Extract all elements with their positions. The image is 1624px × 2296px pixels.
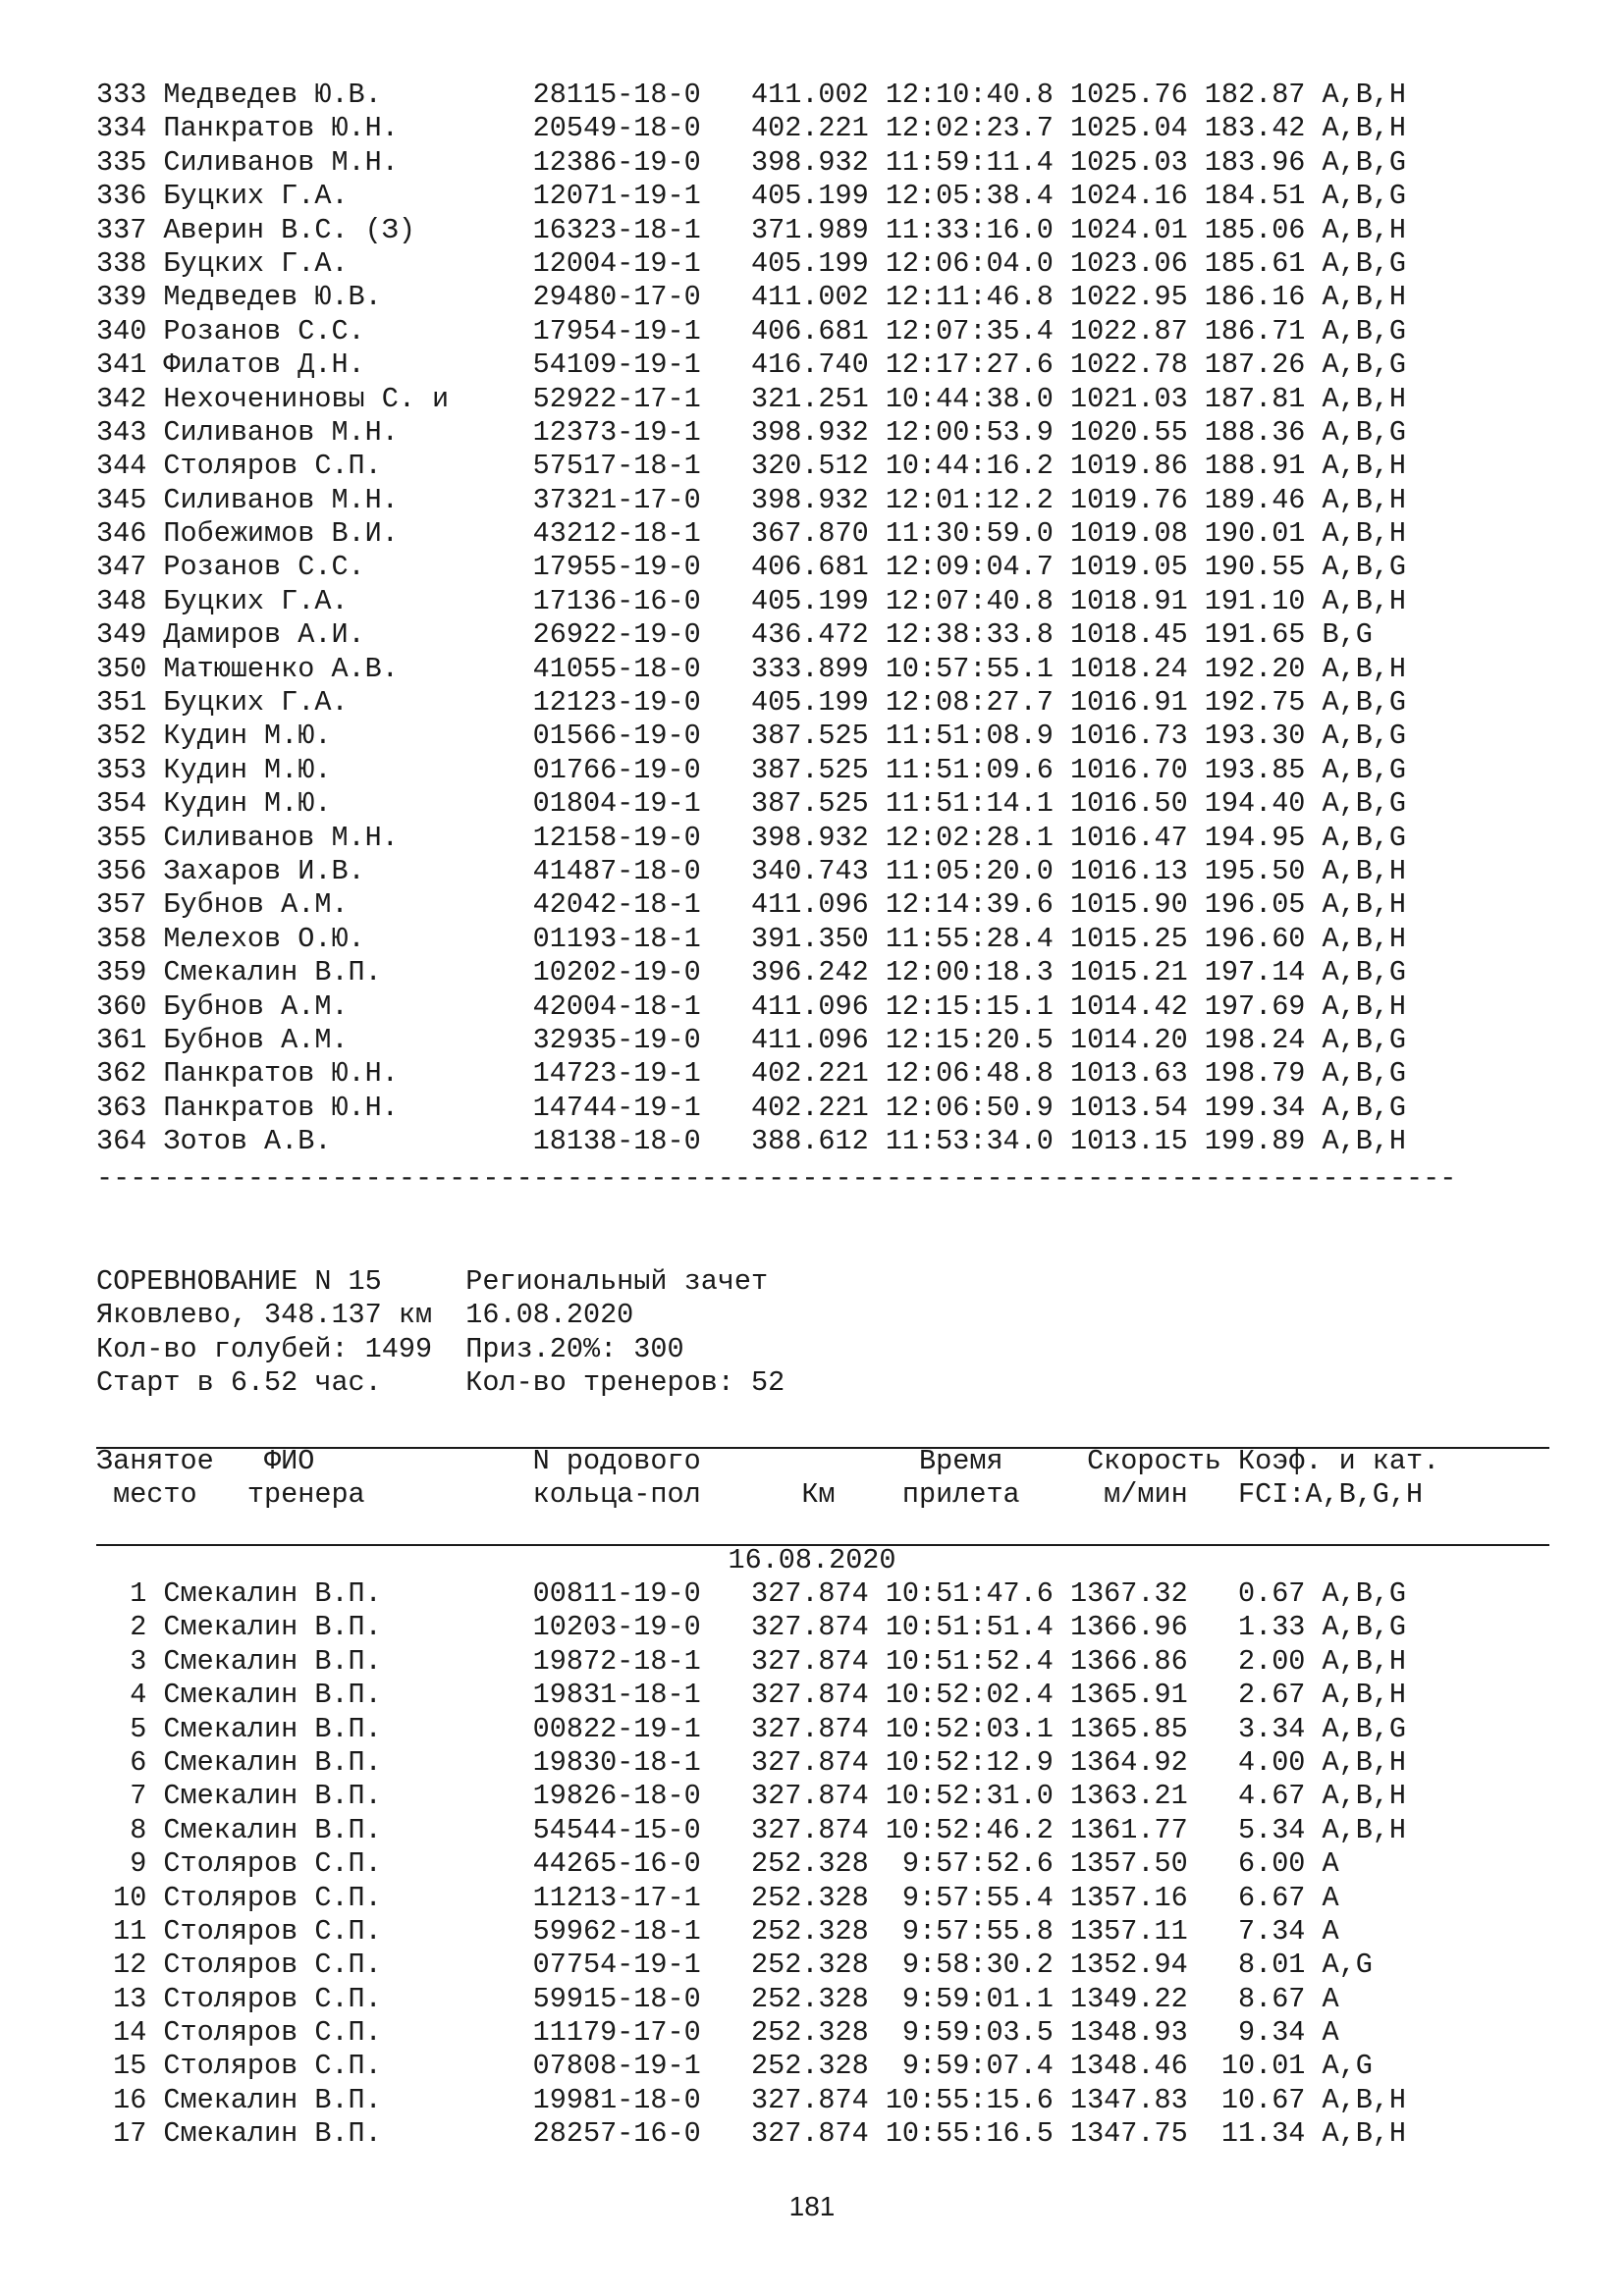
table-row: 13 Столяров С.П. 59915-18-0 252.328 9:59:01.1 1349.22 8.67 A bbox=[96, 1982, 1339, 2015]
table-row: 346 Побежимов В.И. 43212-18-1 367.870 11:30:59.0 1019.08 190.01 A,B,H bbox=[96, 517, 1407, 551]
competition-start-line: Старт в 6.52 час. Кол-во тренеров: 52 bbox=[96, 1366, 785, 1400]
table-row: 336 Буцких Г.А. 12071-19-1 405.199 12:05:38.4 1024.16 184.51 A,B,G bbox=[96, 180, 1407, 213]
table-row: 360 Бубнов А.М. 42004-18-1 411.096 12:15:15.1 1014.42 197.69 A,B,H bbox=[96, 989, 1407, 1023]
table-row: 7 Смекалин В.П. 19826-18-0 327.874 10:52:31.0 1363.21 4.67 A,B,H bbox=[96, 1780, 1407, 1813]
table-row: 17 Смекалин В.П. 28257-16-0 327.874 10:55:16.5 1347.75 11.34 A,B,H bbox=[96, 2117, 1407, 2151]
competition-location-line: Яковлево, 348.137 км 16.08.2020 bbox=[96, 1299, 634, 1332]
table-row: 14 Столяров С.П. 11179-17-0 252.328 9:59:03.5 1348.93 9.34 A bbox=[96, 2016, 1339, 2050]
table-row: 354 Кудин М.Ю. 01804-19-1 387.525 11:51:14.1 1016.50 194.40 A,B,G bbox=[96, 787, 1407, 821]
competition-title-line: СОРЕВНОВАНИЕ N 15 Региональный зачет bbox=[96, 1265, 769, 1298]
table-row: 6 Смекалин В.П. 19830-18-1 327.874 10:52:12.9 1364.92 4.00 A,B,H bbox=[96, 1745, 1407, 1779]
table-row: 10 Столяров С.П. 11213-17-1 252.328 9:57:55.4 1357.16 6.67 A bbox=[96, 1881, 1339, 1914]
table-row: 358 Мелехов О.Ю. 01193-18-1 391.350 11:55:28.4 1015.25 196.60 A,B,H bbox=[96, 922, 1407, 955]
table-row: 343 Силиванов М.Н. 12373-19-1 398.932 12:00:53.9 1020.55 188.36 A,B,G bbox=[96, 415, 1407, 449]
table-row: 15 Столяров С.П. 07808-19-1 252.328 9:59:07.4 1348.46 10.01 A,G bbox=[96, 2050, 1373, 2083]
table-row: 338 Буцких Г.А. 12004-19-1 405.199 12:06:04.0 1023.06 185.61 A,B,G bbox=[96, 246, 1407, 280]
table-row: 335 Силиванов М.Н. 12386-19-0 398.932 11:59:11.4 1025.03 183.96 A,B,G bbox=[96, 145, 1407, 179]
table-row: 16 Смекалин В.П. 19981-18-0 327.874 10:55:15.6 1347.83 10.67 A,B,H bbox=[96, 2083, 1407, 2116]
table-row: 9 Столяров С.П. 44265-16-0 252.328 9:57:52.6 1357.50 6.00 A bbox=[96, 1847, 1339, 1881]
table-row: 337 Аверин В.С. (З) 16323-18-1 371.989 11:33:16.0 1024.01 185.06 A,B,H bbox=[96, 213, 1407, 246]
table-row: 341 Филатов Д.Н. 54109-19-1 416.740 12:17:27.6 1022.78 187.26 A,B,G bbox=[96, 348, 1407, 382]
previous-results-table bbox=[96, 79, 1406, 1159]
table-row: 361 Бубнов А.М. 32935-19-0 411.096 12:15:20.5 1014.20 198.24 A,B,G bbox=[96, 1023, 1407, 1056]
table-row: 355 Силиванов М.Н. 12158-19-0 398.932 12:02:28.1 1016.47 194.95 A,B,G bbox=[96, 821, 1407, 854]
page-number: 181 bbox=[788, 2191, 836, 2221]
table-row: 349 Дамиров А.И. 26922-19-0 436.472 12:38:33.8 1018.45 191.65 B,G bbox=[96, 618, 1373, 652]
results-table bbox=[96, 1577, 1406, 2152]
table-row: 11 Столяров С.П. 59962-18-1 252.328 9:57:55.8 1357.11 7.34 A bbox=[96, 1914, 1339, 1948]
table-row: 342 Нехочениновы С. и 52922-17-1 321.251 10:44:38.0 1021.03 187.81 A,B,H bbox=[96, 382, 1407, 415]
table-row: 1 Смекалин В.П. 00811-19-0 327.874 10:51:47.6 1367.32 0.67 A,B,G bbox=[96, 1577, 1407, 1610]
table-row: 2 Смекалин В.П. 10203-19-0 327.874 10:51:51.4 1366.96 1.33 A,B,G bbox=[96, 1611, 1407, 1644]
table-row: 339 Медведев Ю.В. 29480-17-0 411.002 12:11:46.8 1022.95 186.16 A,B,H bbox=[96, 281, 1407, 314]
column-header-line-2: место тренера кольца-пол Км прилета м/мин FCI:A,B,G,H bbox=[96, 1478, 1424, 1512]
table-row: 5 Смекалин В.П. 00822-19-1 327.874 10:52:03.1 1365.85 3.34 A,B,G bbox=[96, 1712, 1407, 1745]
table-row: 359 Смекалин В.П. 10202-19-0 396.242 12:00:18.3 1015.21 197.14 A,B,G bbox=[96, 956, 1407, 989]
table-row: 362 Панкратов Ю.Н. 14723-19-1 402.221 12:06:48.8 1013.63 198.79 A,B,G bbox=[96, 1057, 1407, 1091]
competition-birds-line: Кол-во голубей: 1499 Приз.20%: 300 bbox=[96, 1332, 684, 1365]
table-row: 363 Панкратов Ю.Н. 14744-19-1 402.221 12:06:50.9 1013.54 199.34 A,B,G bbox=[96, 1091, 1407, 1124]
table-row: 351 Буцких Г.А. 12123-19-0 405.199 12:08:27.7 1016.91 192.75 A,B,G bbox=[96, 686, 1407, 720]
table-row: 350 Матюшенко А.В. 41055-18-0 333.899 10:57:55.1 1018.24 192.20 A,B,H bbox=[96, 652, 1407, 685]
table-row: 353 Кудин М.Ю. 01766-19-0 387.525 11:51:09.6 1016.70 193.85 A,B,G bbox=[96, 753, 1407, 786]
table-row: 345 Силиванов М.Н. 37321-17-0 398.932 12:01:12.2 1019.76 189.46 A,B,H bbox=[96, 483, 1407, 516]
table-row: 352 Кудин М.Ю. 01566-19-0 387.525 11:51:08.9 1016.73 193.30 A,B,G bbox=[96, 720, 1407, 753]
table-row: 364 Зотов А.В. 18138-18-0 388.612 11:53:34.0 1013.15 199.89 A,B,H bbox=[96, 1125, 1407, 1158]
table-row: 3 Смекалин В.П. 19872-18-1 327.874 10:51:52.4 1366.86 2.00 A,B,H bbox=[96, 1644, 1407, 1678]
table-row: 356 Захаров И.В. 41487-18-0 340.743 11:05:20.0 1016.13 195.50 A,B,H bbox=[96, 854, 1407, 887]
table-row: 347 Розанов С.С. 17955-19-0 406.681 12:09:04.7 1019.05 190.55 A,B,G bbox=[96, 551, 1407, 584]
table-row: 348 Буцких Г.А. 17136-16-0 405.199 12:07:40.8 1018.91 191.10 A,B,H bbox=[96, 584, 1407, 617]
section-end-dashed-rule: --------------------------------------------------------------------------------- bbox=[96, 1162, 1457, 1195]
table-row: 333 Медведев Ю.В. 28115-18-0 411.002 12:10:40.8 1025.76 182.87 A,B,H bbox=[96, 79, 1407, 111]
table-row: 12 Столяров С.П. 07754-19-1 252.328 9:58:30.2 1352.94 8.01 A,G bbox=[96, 1949, 1373, 1982]
table-row: 334 Панкратов Ю.Н. 20549-18-0 402.221 12:02:23.7 1025.04 183.42 A,B,H bbox=[96, 112, 1407, 145]
date-header: 16.08.2020 bbox=[728, 1544, 896, 1576]
competition-header bbox=[96, 1265, 785, 1401]
table-row: 4 Смекалин В.П. 19831-18-1 327.874 10:52:02.4 1365.91 2.67 A,B,H bbox=[96, 1679, 1407, 1712]
column-header-line-1: Занятое ФИО N родового Время Скорость Коэф. и кат. bbox=[96, 1445, 1440, 1477]
table-row: 357 Бубнов А.М. 42042-18-1 411.096 12:14:39.6 1015.90 196.05 A,B,H bbox=[96, 888, 1407, 922]
table-row: 344 Столяров С.П. 57517-18-1 320.512 10:44:16.2 1019.86 188.91 A,B,H bbox=[96, 450, 1407, 483]
column-header bbox=[96, 1445, 1439, 1513]
table-row: 340 Розанов С.С. 17954-19-1 406.681 12:07:35.4 1022.87 186.71 A,B,G bbox=[96, 314, 1407, 347]
table-row: 8 Смекалин В.П. 54544-15-0 327.874 10:52:46.2 1361.77 5.34 A,B,H bbox=[96, 1813, 1407, 1846]
